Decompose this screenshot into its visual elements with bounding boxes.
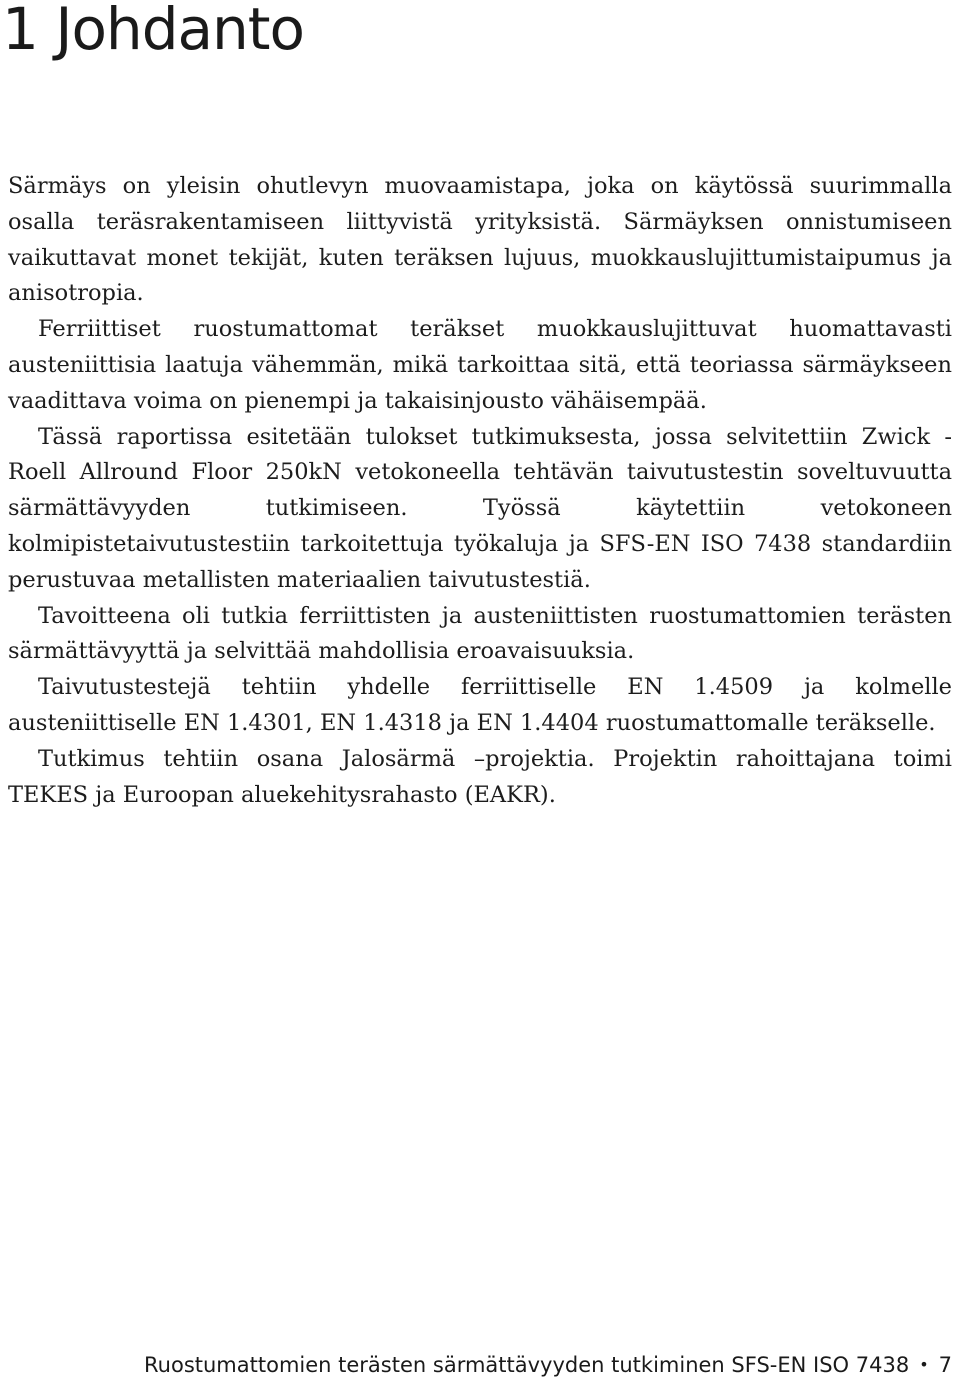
paragraph-intro: Särmäys on yleisin ohutlevyn muovaamistapa, joka on käytössä suurimmalla osalla teräsrakentamiseen liittyvistä yrityksistä. Särmäyksen onnistumiseen vaikuttavat monet tekijät, kuten teräksen lujuus, muokkauslujittumistaipumus ja anisotropia. <box>8 173 952 307</box>
chapter-title: 1 Johdanto <box>2 0 305 63</box>
body-text <box>8 169 952 813</box>
paragraph-ferritic: Ferriittiset ruostumattomat teräkset muokkauslujittuvat huomattavasti austeniittisia laatuja vähemmän, mikä tarkoittaa sitä, että teoriassa särmäykseen vaadittava voima on pienempi ja takaisinjousto vähäisempää. <box>8 316 952 414</box>
running-title: Ruostumattomien terästen särmättävyyden tutkiminen SFS-EN ISO 7438 <box>144 1353 910 1377</box>
paragraph-objective: Tavoitteena oli tutkia ferriittisten ja austeniittisten ruostumattomien terästen särmättävyyttä ja selvittää mahdollisia eroavaisuuksia. <box>8 602 952 665</box>
paragraph-tests: Taivutustestejä tehtiin yhdelle ferriittiselle EN 1.4509 ja kolmelle austeniittiselle EN 1.4301, EN 1.4318 ja EN 1.4404 ruostumattomalle teräkselle. <box>8 674 952 736</box>
page-number: 7 <box>938 1353 952 1377</box>
footer-bullet: • <box>919 1355 929 1374</box>
page-footer <box>144 1350 952 1382</box>
paragraph-report: Tässä raportissa esitetään tulokset tutkimuksesta, jossa selvitettiin Zwick - Roell Allround Floor 250kN vetokoneella tehtävän taivutustestin soveltuvuutta särmättävyyden tutkimiseen. Työssä käytettiin vetokoneen kolmipistetaivutustestiin tarkoitettuja työkaluja ja SFS-EN ISO 7438 standardiin perustuvaa metallisten materiaalien taivutustestiä. <box>8 423 952 593</box>
paragraph-funding: Tutkimus tehtiin osana Jalosärmä –projektia. Projektin rahoittajana toimi TEKES ja Euroopan aluekehitysrahasto (EAKR). <box>8 745 952 808</box>
